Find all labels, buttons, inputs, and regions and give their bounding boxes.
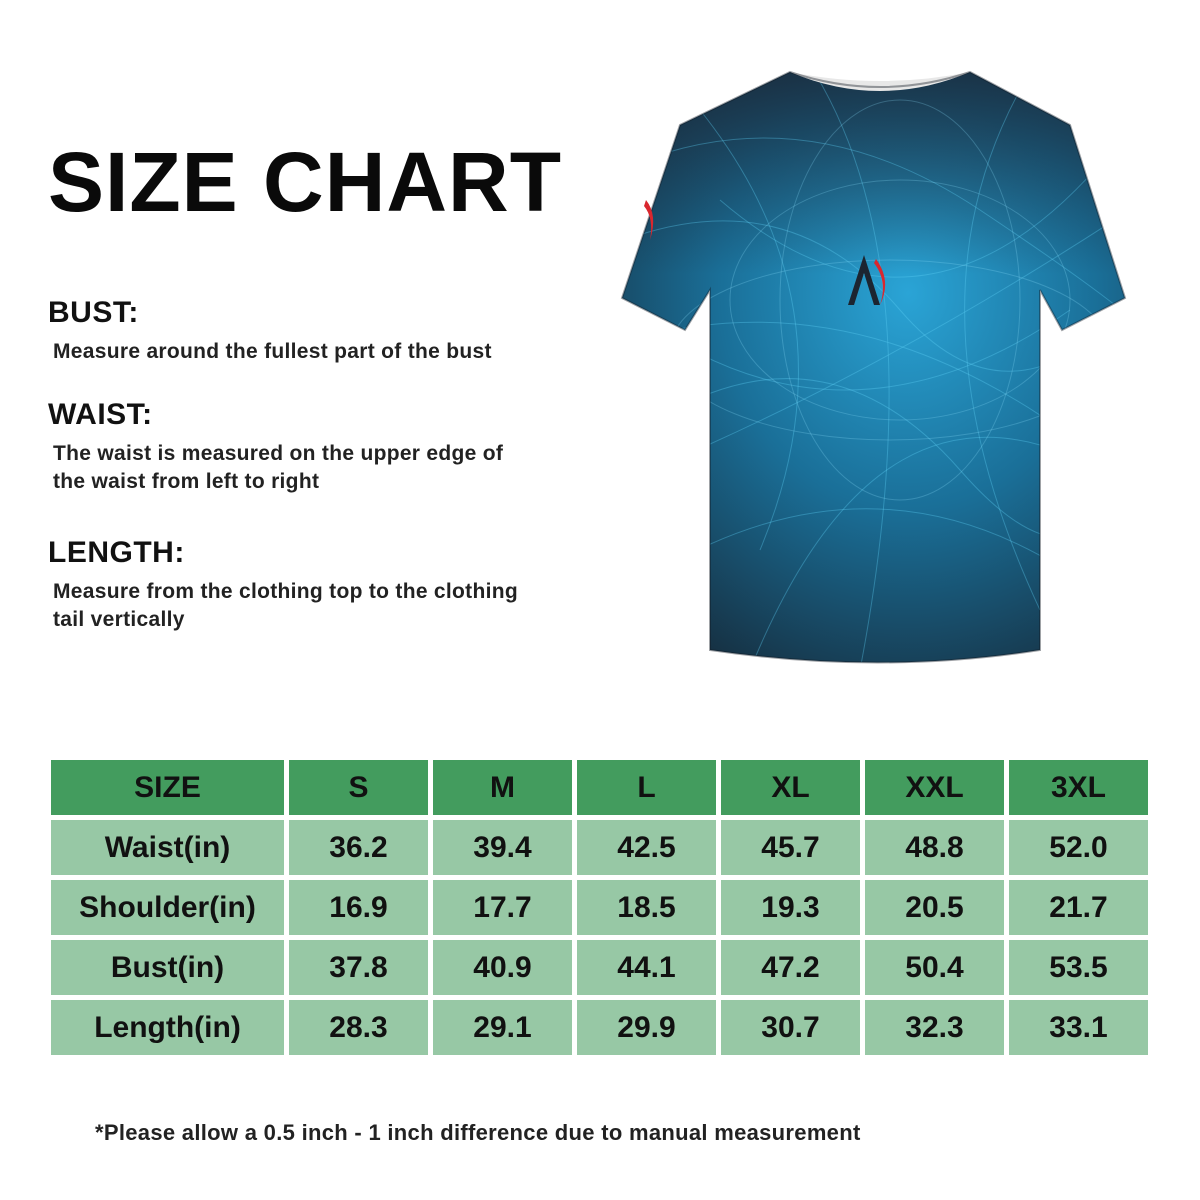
table-cell: 32.3	[865, 1000, 1004, 1055]
length-measurement	[48, 538, 608, 634]
header-cell: SIZE	[51, 760, 284, 815]
length-description-line-2: tail vertically	[53, 608, 185, 631]
table-cell: 45.7	[721, 820, 860, 875]
waist-description-line-2: the waist from left to right	[53, 470, 320, 493]
waist-measurement	[48, 400, 608, 496]
tshirt-image	[600, 50, 1160, 690]
row-label: Bust(in)	[51, 940, 284, 995]
table-cell: 20.5	[865, 880, 1004, 935]
table-row	[51, 940, 1148, 995]
table-cell: 44.1	[577, 940, 716, 995]
row-label: Waist(in)	[51, 820, 284, 875]
table-cell: 39.4	[433, 820, 572, 875]
table-cell: 30.7	[721, 1000, 860, 1055]
header-cell: M	[433, 760, 572, 815]
table-cell: 40.9	[433, 940, 572, 995]
bust-description: Measure around the fullest part of the bust	[53, 340, 492, 363]
header-cell: L	[577, 760, 716, 815]
table-cell: 28.3	[289, 1000, 428, 1055]
table-cell: 50.4	[865, 940, 1004, 995]
page-title: SIZE CHART	[48, 135, 562, 229]
table-cell: 53.5	[1009, 940, 1148, 995]
table-cell: 29.9	[577, 1000, 716, 1055]
length-description	[48, 578, 608, 634]
table-cell: 48.8	[865, 820, 1004, 875]
row-label: Shoulder(in)	[51, 880, 284, 935]
table-cell: 37.8	[289, 940, 428, 995]
table-cell: 19.3	[721, 880, 860, 935]
size-table	[46, 755, 1153, 1060]
bust-measurement	[48, 298, 608, 366]
size-table-header	[51, 760, 1148, 815]
table-cell: 17.7	[433, 880, 572, 935]
table-cell: 16.9	[289, 880, 428, 935]
table-cell: 36.2	[289, 820, 428, 875]
header-cell: XXL	[865, 760, 1004, 815]
bust-heading: BUST:	[48, 296, 139, 329]
waist-heading: WAIST:	[48, 398, 153, 431]
table-cell: 21.7	[1009, 880, 1148, 935]
table-cell: 42.5	[577, 820, 716, 875]
header-cell: 3XL	[1009, 760, 1148, 815]
table-cell: 52.0	[1009, 820, 1148, 875]
table-row	[51, 880, 1148, 935]
table-cell: 29.1	[433, 1000, 572, 1055]
footnote: *Please allow a 0.5 inch - 1 inch difference due to manual measurement	[95, 1120, 861, 1145]
tshirt-icon	[600, 50, 1160, 690]
table-row	[51, 1000, 1148, 1055]
table-cell: 33.1	[1009, 1000, 1148, 1055]
length-description-line-1: Measure from the clothing top to the clothing	[53, 580, 518, 603]
waist-description-line-1: The waist is measured on the upper edge of	[53, 442, 504, 465]
length-heading: LENGTH:	[48, 536, 185, 569]
table-cell: 47.2	[721, 940, 860, 995]
table-cell: 18.5	[577, 880, 716, 935]
header-cell: S	[289, 760, 428, 815]
row-label: Length(in)	[51, 1000, 284, 1055]
waist-description	[48, 440, 608, 496]
header-cell: XL	[721, 760, 860, 815]
table-row	[51, 820, 1148, 875]
